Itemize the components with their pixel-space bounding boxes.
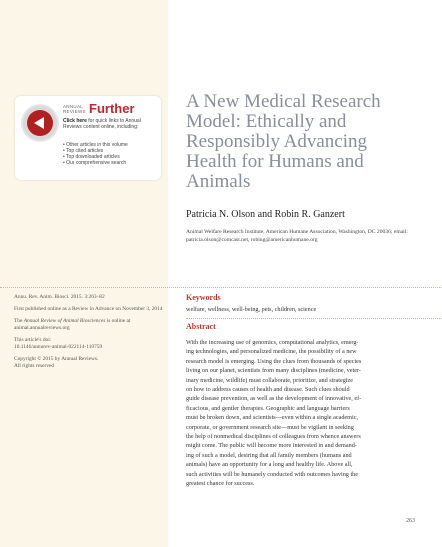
divider — [186, 318, 442, 319]
left-sidebar — [0, 0, 168, 547]
doi — [14, 337, 164, 351]
abstract-line: animals) have an opportunity for a long and healthy life. Above all, — [186, 461, 353, 469]
abstract-text — [186, 338, 418, 489]
journal-prefix: The — [14, 318, 24, 324]
citation: Annu. Rev. Anim. Biosci. 2015. 3:263–82 — [14, 294, 105, 300]
doi-label: This article's doi: — [14, 337, 52, 343]
doi-value[interactable]: 10.1146/annurev-animal-022114-110759 — [14, 344, 103, 350]
rights-text: All rights reserved — [14, 363, 55, 369]
journal-info — [14, 318, 164, 332]
abstract-line: ficacious, and gentler therapies. Geographic and language barriers — [186, 404, 350, 412]
further-description-text: for quick links to Annual Reviews content online, including: — [63, 118, 141, 130]
journal-name: Annual Review of Animal Biosciences — [23, 318, 106, 324]
annual-reviews-label: ANNUAL REVIEWS — [63, 104, 86, 114]
article-title — [186, 92, 426, 192]
further-box[interactable] — [15, 96, 161, 180]
further-link-top-cited[interactable]: • Top cited articles — [63, 148, 104, 154]
abstract-heading: Abstract — [186, 322, 216, 331]
title-line: Animals — [186, 171, 251, 192]
abstract-line: such activities will be humanely conducted with outcomes having the — [186, 470, 359, 478]
abstract-line: on how to address causes of health and disease. Such clues should — [186, 386, 350, 394]
divider — [0, 287, 442, 288]
copyright — [14, 356, 164, 370]
keywords-heading: Keywords — [186, 293, 221, 302]
title-line: A New Medical Research — [186, 91, 381, 112]
title-line: Health for Humans and — [186, 151, 364, 172]
abstract-line: research model is emerging. Using the clues from thousands of species — [186, 357, 362, 365]
title-line: Responsibly Advancing — [186, 131, 368, 152]
abstract-line: ing technologies, and personalized medicine, the possibility of a new — [186, 348, 357, 356]
page-number: 263 — [406, 518, 415, 524]
article-meta — [14, 294, 164, 375]
abstract-line: living on our planet, scientists from many disciplines (medicine, veter- — [186, 367, 361, 375]
back-arrow-icon — [27, 110, 53, 136]
further-description — [63, 118, 159, 130]
abstract-line: guide disease prevention, as well as the development of innovative, ef- — [186, 395, 362, 403]
copyright-text: Copyright © 2015 by Annual Reviews. — [14, 356, 99, 362]
further-title: Further — [89, 101, 135, 116]
abstract-line: the help of nonmedical disciplines of colleagues from whence answers — [186, 433, 361, 441]
abstract-line: With the increasing use of genomics, computational analytics, emerg- — [186, 339, 359, 346]
further-button[interactable] — [21, 104, 59, 142]
further-links — [63, 142, 163, 166]
title-line: Model: Ethically and — [186, 111, 347, 132]
affiliation: Animal Welfare Research Institute, American Humane Association, Washington, DC 20036; email: patricia.olson@comcast.net, robing@americanhumane.org — [186, 229, 408, 243]
abstract-line: must be broken down, and scientists—even within a single academic, — [186, 414, 359, 422]
published-date: First published online as a Review in Advance on November 3, 2014 — [14, 306, 163, 312]
further-link-search[interactable]: • Our comprehensive search — [63, 160, 127, 166]
abstract-line: greatest chance for success. — [186, 480, 255, 488]
abstract-line: might come. The public will become more interested in and demand- — [186, 442, 357, 450]
keywords-text: welfare, wellness, well-being, pets, children, science — [186, 306, 317, 313]
abstract-line: inary medicine, wildlife) must collaborate, prioritize, and strategize — [186, 376, 353, 384]
journal-url[interactable]: is online at animal.annualreviews.org — [14, 318, 131, 331]
abstract-line: ing of such a model, desiring that all family members (humans and — [186, 451, 352, 459]
authors: Patricia N. Olson and Robin R. Ganzert — [186, 209, 345, 220]
further-link-top-downloaded[interactable]: • Top downloaded articles — [63, 154, 120, 160]
click-here-link[interactable]: Click here — [63, 118, 87, 124]
abstract-line: corporate, or government research site—must be vigilant in seeking — [186, 423, 354, 431]
further-link-other-articles[interactable]: • Other articles in this volume — [63, 142, 128, 148]
